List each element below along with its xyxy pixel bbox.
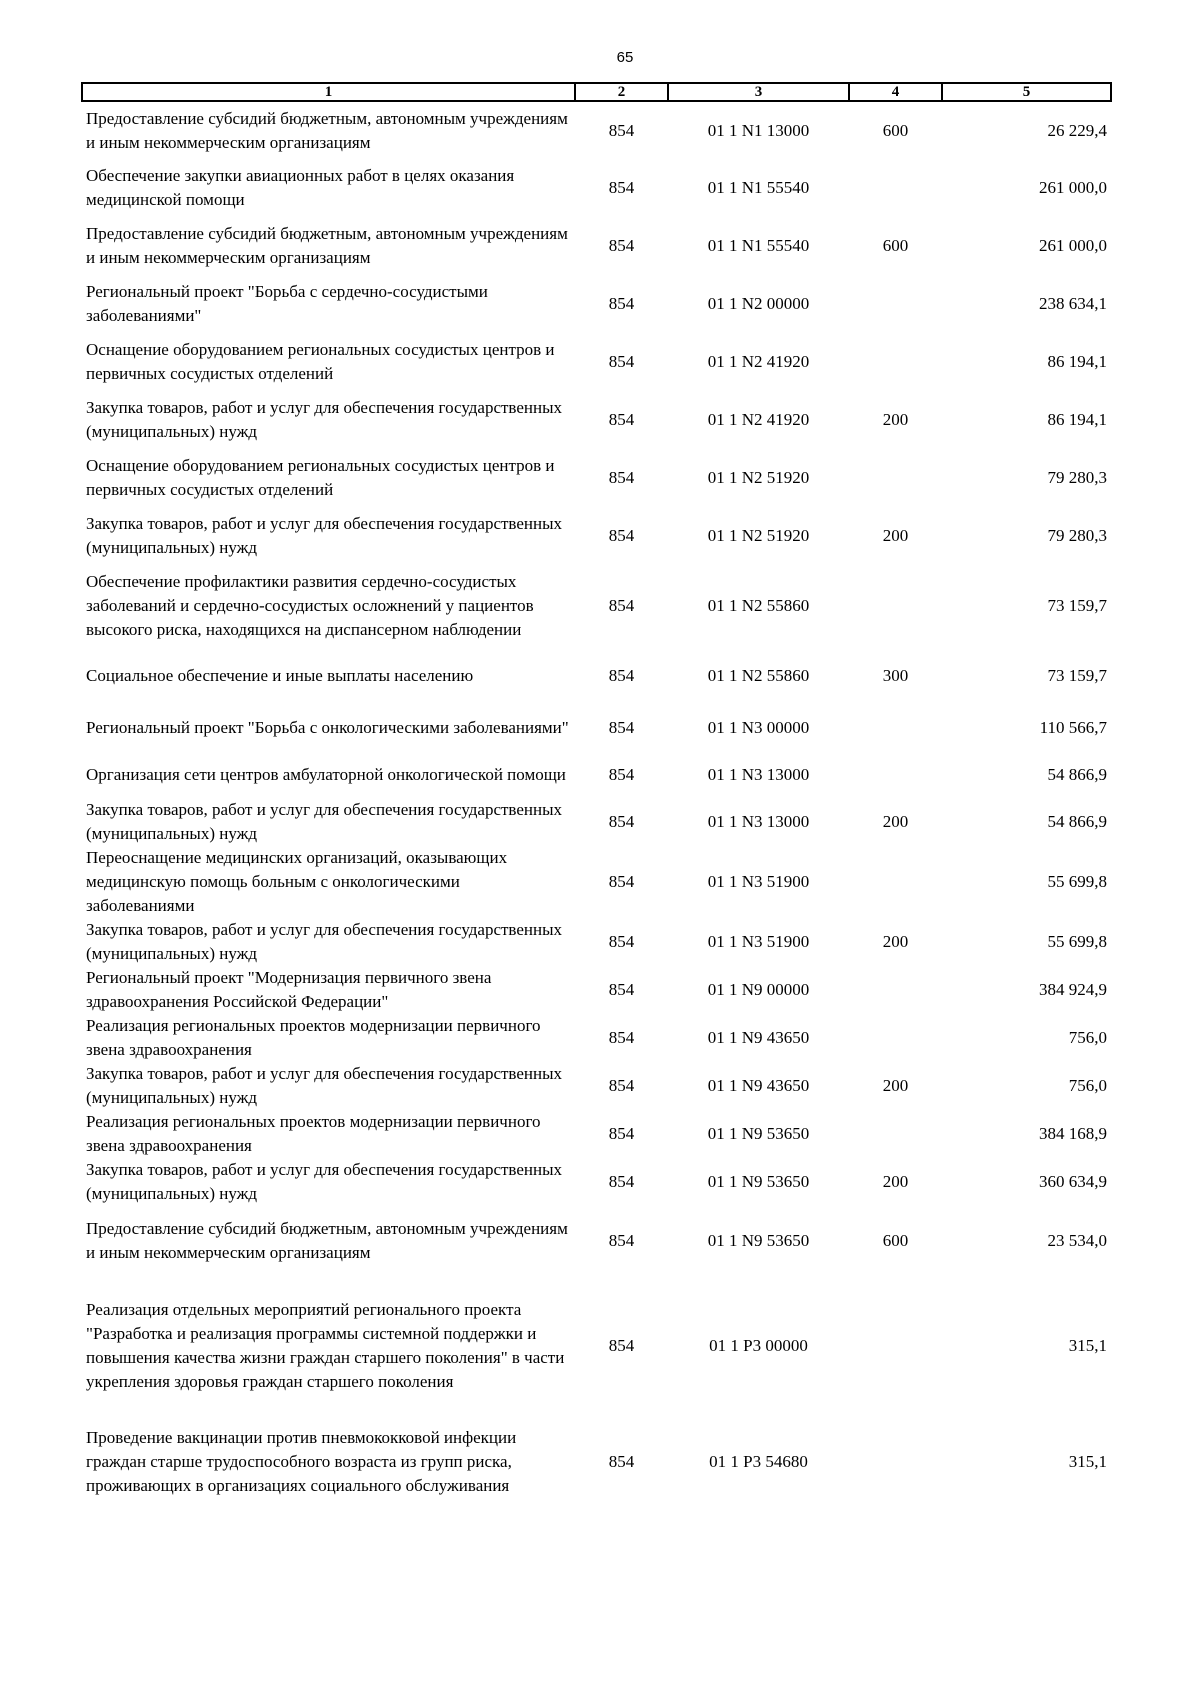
- row-expense-type: [849, 275, 942, 333]
- row-section-code: 854: [608, 120, 635, 140]
- header-col-4: 4: [849, 83, 942, 101]
- table-row: [82, 846, 1111, 918]
- header-col-5: 5: [942, 83, 1111, 101]
- row-name: Закупка товаров, работ и услуг для обеспечения государственных (муниципальных) нужд: [86, 1160, 563, 1203]
- row-name: Предоставление субсидий бюджетным, автономным учреждениям и иным некоммерческим организациям: [86, 108, 568, 152]
- row-amount: 756,0: [1068, 1076, 1107, 1095]
- table-row: [82, 275, 1111, 333]
- row-expense-type: [849, 1276, 942, 1416]
- row-name: Реализация региональных проектов модернизации первичного звена здравоохранения: [86, 1016, 541, 1059]
- row-section-code: 854: [608, 1076, 635, 1095]
- row-target-code: 01 1 N9 53650: [707, 1124, 810, 1143]
- page-number: 65: [616, 49, 634, 66]
- row-expense-type: 300: [882, 666, 909, 685]
- row-expense-type: [849, 705, 942, 751]
- row-name: Предоставление субсидий бюджетным, автономным учреждениям и иным некоммерческим организациям: [86, 224, 568, 267]
- row-name: Региональный проект "Борьба с онкологическими заболеваниями": [86, 718, 569, 737]
- row-expense-type: 200: [882, 526, 909, 545]
- row-name: Переоснащение медицинских организаций, оказывающих медицинскую помощь больным с онкологическими заболеваниями: [86, 848, 508, 915]
- row-expense-type: [849, 846, 942, 918]
- table-row: [82, 217, 1111, 275]
- row-expense-type: 200: [882, 1076, 909, 1095]
- row-name: Обеспечение закупки авиационных работ в целях оказания медицинской помощи: [86, 166, 515, 209]
- row-section-code: 854: [608, 1336, 635, 1355]
- table-row: [82, 1416, 1111, 1508]
- row-amount: 73 159,7: [1047, 666, 1107, 685]
- table-row: [82, 1158, 1111, 1206]
- table-row: [82, 159, 1111, 217]
- row-target-code: 01 1 N9 43650: [707, 1028, 810, 1047]
- table-row: [82, 333, 1111, 391]
- row-amount: 55 699,8: [1047, 872, 1107, 891]
- row-amount: 315,1: [1068, 1452, 1107, 1471]
- row-target-code: 01 1 N3 13000: [707, 812, 810, 831]
- row-target-code: 01 1 N2 41920: [707, 352, 810, 371]
- table-row: [82, 705, 1111, 751]
- table-row: [82, 1110, 1111, 1158]
- row-section-code: 854: [608, 1172, 635, 1191]
- row-target-code: 01 1 N9 53650: [707, 1172, 810, 1191]
- table-row: [82, 101, 1111, 159]
- row-amount: 384 168,9: [1039, 1124, 1107, 1143]
- table-row: [82, 507, 1111, 565]
- row-name: Закупка товаров, работ и услуг для обеспечения государственных (муниципальных) нужд: [86, 1064, 563, 1107]
- header-col-1: 1: [82, 83, 575, 101]
- row-target-code: 01 1 N2 41920: [707, 410, 810, 429]
- row-section-code: 854: [608, 352, 635, 371]
- table-row: [82, 1206, 1111, 1276]
- row-target-code: 01 1 N2 00000: [707, 294, 810, 313]
- row-section-code: 854: [608, 872, 635, 891]
- row-section-code: 854: [608, 178, 635, 197]
- row-section-code: 854: [608, 596, 635, 615]
- row-amount: 23 534,0: [1047, 1231, 1107, 1250]
- row-target-code: 01 1 N9 53650: [707, 1231, 810, 1250]
- row-name: Обеспечение профилактики развития сердечно-сосудистых заболеваний и сердечно-сосудистых осложнений у пациентов высокого риска, находящихся на диспансерном наблюдении: [86, 572, 534, 639]
- row-amount: 86 194,1: [1047, 352, 1107, 371]
- row-section-code: 854: [608, 236, 635, 255]
- row-amount: 238 634,1: [1039, 294, 1107, 313]
- row-target-code: 01 1 P3 54680: [709, 1452, 808, 1471]
- row-target-code: 01 1 N1 55540: [707, 178, 810, 197]
- row-section-code: 854: [608, 468, 635, 487]
- row-name: Предоставление субсидий бюджетным, автономным учреждениям и иным некоммерческим организациям: [86, 1219, 568, 1262]
- row-section-code: 854: [608, 764, 635, 784]
- table-row: [82, 918, 1111, 966]
- row-expense-type: 200: [882, 1172, 909, 1191]
- row-expense-type: [849, 1014, 942, 1062]
- row-target-code: 01 1 P3 00000: [709, 1336, 808, 1355]
- row-expense-type: [849, 565, 942, 647]
- row-amount: 261 000,0: [1039, 236, 1107, 255]
- row-section-code: 854: [608, 666, 635, 685]
- row-name: Закупка товаров, работ и услуг для обеспечения государственных (муниципальных) нужд: [86, 514, 563, 557]
- row-expense-type: 200: [882, 410, 909, 429]
- budget-table: [81, 82, 1112, 1508]
- table-row: [82, 751, 1111, 798]
- row-section-code: 854: [608, 1231, 635, 1250]
- row-name: Региональный проект "Модернизация первичного звена здравоохранения Российской Федерации": [86, 968, 492, 1011]
- row-section-code: 854: [608, 1124, 635, 1143]
- row-section-code: 854: [608, 980, 635, 999]
- row-expense-type: 200: [882, 812, 909, 831]
- row-target-code: 01 1 N9 00000: [707, 980, 810, 999]
- table-row: [82, 391, 1111, 449]
- row-expense-type: 600: [882, 236, 909, 255]
- row-amount: 110 566,7: [1039, 718, 1107, 737]
- row-target-code: 01 1 N1 13000: [707, 120, 810, 140]
- row-name: Проведение вакцинации против пневмококковой инфекции граждан старше трудоспособного возраста из групп риска, проживающих в организациях социального обслуживания: [86, 1428, 517, 1495]
- row-amount: 73 159,7: [1047, 596, 1107, 615]
- header-col-2: 2: [575, 83, 668, 101]
- row-target-code: 01 1 N2 55860: [707, 596, 810, 615]
- row-target-code: 01 1 N2 51920: [707, 526, 810, 545]
- row-section-code: 854: [608, 294, 635, 313]
- row-amount: 79 280,3: [1047, 468, 1107, 487]
- row-amount: 79 280,3: [1047, 526, 1107, 545]
- table-row: [82, 449, 1111, 507]
- row-amount: 384 924,9: [1039, 980, 1107, 999]
- row-name: Оснащение оборудованием региональных сосудистых центров и первичных сосудистых отделений: [86, 340, 555, 383]
- row-section-code: 854: [608, 812, 635, 831]
- row-amount: 54 866,9: [1047, 764, 1107, 784]
- row-target-code: 01 1 N3 13000: [707, 764, 810, 784]
- row-amount: 315,1: [1068, 1336, 1107, 1355]
- row-expense-type: [849, 751, 942, 798]
- row-expense-type: [849, 449, 942, 507]
- row-section-code: 854: [608, 410, 635, 429]
- row-section-code: 854: [608, 526, 635, 545]
- row-target-code: 01 1 N2 51920: [707, 468, 810, 487]
- table-row: [82, 1276, 1111, 1416]
- row-amount: 86 194,1: [1047, 410, 1107, 429]
- table-row: [82, 565, 1111, 647]
- table-header-row: [82, 83, 1111, 101]
- row-expense-type: 600: [882, 1231, 909, 1250]
- row-amount: 55 699,8: [1047, 932, 1107, 951]
- header-col-3: 3: [668, 83, 849, 101]
- row-expense-type: [849, 1416, 942, 1508]
- row-amount: 261 000,0: [1039, 178, 1107, 197]
- row-target-code: 01 1 N1 55540: [707, 236, 810, 255]
- row-name: Оснащение оборудованием региональных сосудистых центров и первичных сосудистых отделений: [86, 456, 555, 499]
- row-expense-type: [849, 159, 942, 217]
- row-name: Социальное обеспечение и иные выплаты населению: [86, 666, 474, 685]
- row-amount: 54 866,9: [1047, 812, 1107, 831]
- row-target-code: 01 1 N2 55860: [707, 666, 810, 685]
- row-name: Закупка товаров, работ и услуг для обеспечения государственных (муниципальных) нужд: [86, 920, 563, 963]
- row-amount: 26 229,4: [1047, 120, 1107, 140]
- row-section-code: 854: [608, 932, 635, 951]
- row-expense-type: 600: [882, 120, 909, 140]
- row-section-code: 854: [608, 1028, 635, 1047]
- table-row: [82, 1014, 1111, 1062]
- row-expense-type: 200: [882, 932, 909, 951]
- row-target-code: 01 1 N3 51900: [707, 932, 810, 951]
- row-amount: 756,0: [1068, 1028, 1107, 1047]
- row-expense-type: [849, 1110, 942, 1158]
- row-name: Закупка товаров, работ и услуг для обеспечения государственных (муниципальных) нужд: [86, 800, 563, 843]
- table-row: [82, 798, 1111, 846]
- table-row: [82, 966, 1111, 1014]
- row-name: Реализация региональных проектов модернизации первичного звена здравоохранения: [86, 1112, 541, 1155]
- row-name: Региональный проект "Борьба с сердечно-сосудистыми заболеваниями": [86, 282, 488, 325]
- row-expense-type: [849, 333, 942, 391]
- row-name: Закупка товаров, работ и услуг для обеспечения государственных (муниципальных) нужд: [86, 398, 563, 441]
- row-expense-type: [849, 966, 942, 1014]
- row-target-code: 01 1 N3 51900: [707, 872, 810, 891]
- row-target-code: 01 1 N3 00000: [707, 718, 810, 737]
- table-row: [82, 647, 1111, 705]
- table-row: [82, 1062, 1111, 1110]
- row-name: Реализация отдельных мероприятий регионального проекта "Разработка и реализация программы системной поддержки и повышения качества жизни граждан старшего поколения" в части укрепления здоровья граждан старшего поколения: [86, 1300, 565, 1391]
- row-name: Организация сети центров амбулаторной онкологической помощи: [86, 764, 566, 784]
- row-section-code: 854: [608, 718, 635, 737]
- row-section-code: 854: [608, 1452, 635, 1471]
- row-amount: 360 634,9: [1039, 1172, 1107, 1191]
- row-target-code: 01 1 N9 43650: [707, 1076, 810, 1095]
